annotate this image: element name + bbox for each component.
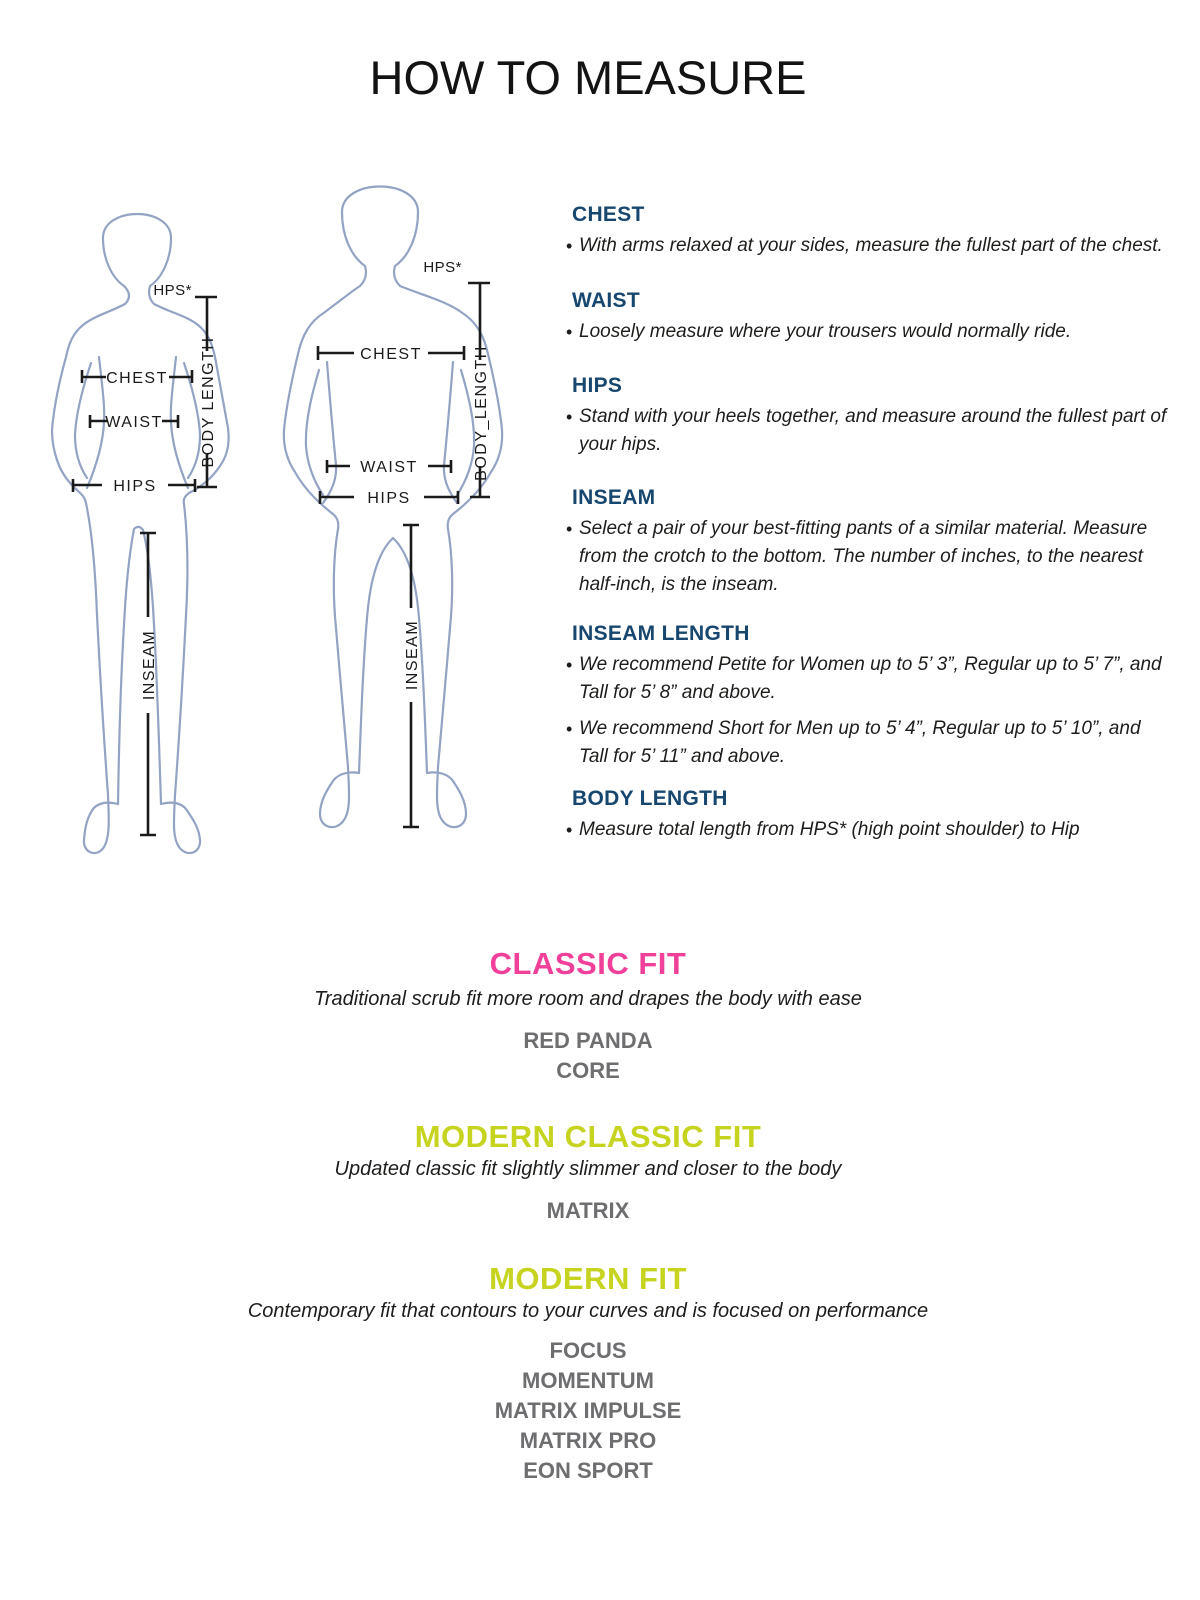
modern-fit-title: MODERN FIT bbox=[489, 1261, 687, 1296]
section-inseam-length bbox=[552, 622, 1170, 771]
bullet-text: Select a pair of your best-fitting pants of a similar material. Measure from the crotch to the bottom. The number of inches, to the nearest half-inch, is the inseam. bbox=[579, 518, 1148, 595]
classic-fit-description: Traditional scrub fit more room and drapes the body with ease bbox=[314, 988, 862, 1010]
male-hps-label: HPS* bbox=[423, 259, 462, 276]
brand-name: CORE bbox=[556, 1058, 620, 1083]
modern-classic-fit-brands bbox=[0, 1196, 1176, 1226]
page-title: HOW TO MEASURE bbox=[369, 51, 807, 104]
section-inseam bbox=[552, 486, 1170, 599]
section-chest bbox=[552, 203, 1170, 260]
brand-name: FOCUS bbox=[549, 1338, 627, 1363]
bullet-item bbox=[566, 816, 1170, 844]
bullet-text: We recommend Short for Men up to 5’ 4”, Regular up to 5’ 10”, and Tall for 5’ 11” and above. bbox=[579, 718, 1141, 767]
male-figure-diagram bbox=[270, 160, 520, 890]
brand-name: EON SPORT bbox=[523, 1458, 653, 1483]
modern-classic-fit-title: MODERN CLASSIC FIT bbox=[414, 1119, 762, 1154]
brand-name: MATRIX PRO bbox=[519, 1428, 657, 1453]
bullet-marker: • bbox=[566, 820, 573, 840]
section-inseam-heading: INSEAM bbox=[572, 486, 656, 509]
female-hps-label: HPS* bbox=[153, 282, 192, 299]
bullet-marker: • bbox=[566, 236, 573, 256]
section-waist-bullets bbox=[552, 318, 1170, 346]
section-chest-heading: CHEST bbox=[572, 203, 645, 226]
female-chest-label: CHEST bbox=[106, 370, 168, 387]
section-hips bbox=[552, 374, 1170, 459]
male-hips-label: HIPS bbox=[367, 490, 411, 507]
bullet-item bbox=[566, 318, 1170, 346]
bullet-marker: • bbox=[566, 719, 573, 739]
male-body-length-label: BODY_LENGTH bbox=[473, 345, 490, 481]
section-body-length-bullets bbox=[552, 816, 1170, 844]
bullet-text: Loosely measure where your trousers would normally ride. bbox=[579, 321, 1072, 342]
female-body-length-label: BODY LENGTH bbox=[200, 336, 217, 468]
bullet-text: With arms relaxed at your sides, measure the fullest part of the chest. bbox=[579, 235, 1163, 256]
bullet-item bbox=[566, 651, 1170, 707]
modern-fit-brands bbox=[0, 1336, 1176, 1486]
section-hips-bullets bbox=[552, 403, 1170, 459]
section-waist-heading: WAIST bbox=[572, 289, 640, 312]
bullet-marker: • bbox=[566, 519, 573, 539]
bullet-text: We recommend Petite for Women up to 5’ 3”, Regular up to 5’ 7”, and Tall for 5’ 8” and above. bbox=[579, 654, 1162, 703]
modern-fit-description: Contemporary fit that contours to your curves and is focused on performance bbox=[247, 1300, 929, 1322]
bullet-item bbox=[566, 515, 1170, 599]
bullet-marker: • bbox=[566, 655, 573, 675]
bullet-text: Stand with your heels together, and measure around the fullest part of your hips. bbox=[579, 406, 1167, 455]
classic-fit-brands bbox=[0, 1026, 1176, 1086]
bullet-marker: • bbox=[566, 407, 573, 427]
bullet-marker: • bbox=[566, 322, 573, 342]
section-inseam-bullets bbox=[552, 515, 1170, 599]
section-hips-heading: HIPS bbox=[572, 374, 623, 397]
bullet-item bbox=[566, 715, 1170, 771]
bullet-item bbox=[566, 403, 1170, 459]
modern-classic-fit-description: Updated classic fit slightly slimmer and closer to the body bbox=[334, 1158, 842, 1180]
section-body-length bbox=[552, 787, 1170, 844]
section-inseam-length-heading: INSEAM LENGTH bbox=[572, 622, 750, 645]
classic-fit-title: CLASSIC FIT bbox=[489, 946, 687, 981]
bullet-text: Measure total length from HPS* (high point shoulder) to Hip bbox=[579, 819, 1080, 840]
bullet-item bbox=[566, 232, 1170, 260]
brand-name: MATRIX bbox=[546, 1198, 630, 1223]
female-inseam-label: INSEAM bbox=[141, 629, 158, 701]
brand-name: MATRIX IMPULSE bbox=[494, 1398, 682, 1423]
section-body-length-heading: BODY LENGTH bbox=[572, 787, 728, 810]
brand-name: MOMENTUM bbox=[522, 1368, 654, 1393]
section-chest-bullets bbox=[552, 232, 1170, 260]
section-inseam-length-bullets bbox=[552, 651, 1170, 771]
male-chest-label: CHEST bbox=[360, 346, 422, 363]
female-hips-label: HIPS bbox=[113, 478, 157, 495]
section-waist bbox=[552, 289, 1170, 346]
brand-name: RED PANDA bbox=[523, 1028, 653, 1053]
male-inseam-label: INSEAM bbox=[404, 619, 421, 691]
female-figure-diagram bbox=[40, 185, 290, 885]
female-waist-label: WAIST bbox=[105, 414, 163, 431]
male-waist-label: WAIST bbox=[360, 459, 418, 476]
